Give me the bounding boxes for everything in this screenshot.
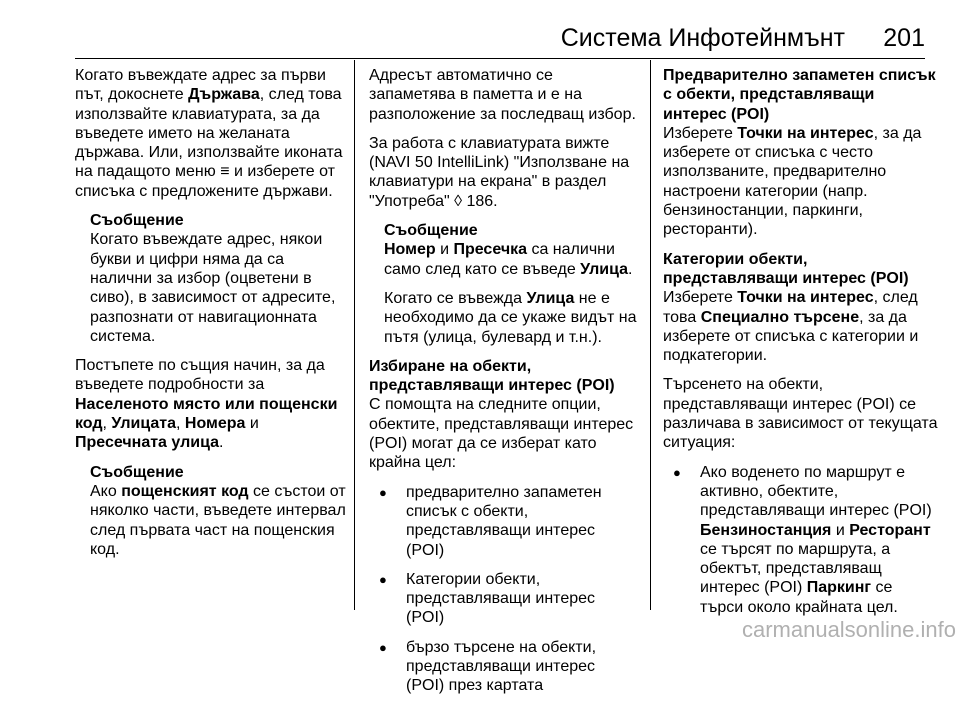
column-divider-1 — [354, 60, 355, 610]
list-item: ● Категории обекти, представляващи интерес (POI) — [379, 570, 637, 628]
page-title: Система Инфотейнмънт — [560, 24, 845, 52]
term-country: Държава — [188, 86, 260, 104]
note-box — [384, 221, 637, 347]
paragraph-search: Търсенето на обекти, представляващи интерес (POI) се различава в зависимост от текущата ситуация: — [663, 376, 938, 452]
paragraph-intro: С помощта на следните опции, обектите, представляващи интерес (POI) могат да се изберат като крайна цел: — [369, 396, 634, 472]
section-heading: Категории обекти, представляващи интерес (POI) — [663, 250, 909, 287]
section-heading: Предварително запаметен списък с обекти, представляващи интерес (POI) — [663, 67, 936, 123]
paragraph-country: Когато въвеждате адрес за първи път, докоснете Държава, след това използвайте клавиатурата, за да въведете името на желаната държава. Или, използвайте иконата на падащото меню ≡ и изберете от списъка с предложените държави. — [75, 67, 343, 200]
header-divider — [75, 58, 925, 59]
page-number: 201 — [883, 24, 925, 52]
page-reference-icon: ◊ — [454, 192, 463, 210]
list-item: ● Ако воденето по маршрут е активно, обектите, представляващи интерес (POI) Бензиностанция и Ресторант се търсят по маршрута, а обектът, представляващ интерес (POI) Паркинг се търси около крайната цел. — [673, 463, 938, 617]
note-box — [90, 211, 347, 346]
page-header — [0, 0, 960, 58]
note-text: Ако пощенският код се състои от няколко части, въведете интервал след първата част на пощенския код. — [90, 482, 346, 558]
watermark: carmanualsonline.info — [741, 617, 956, 642]
note-text: Номер и Пресечка са налични само след като се въведе Улица. — [384, 241, 633, 278]
note-title: Съобщение — [90, 212, 184, 230]
paragraph-poi-categories: Изберете Точки на интерес, след това Специално търсене, за да изберете от списъка с категории и подкатегории. — [663, 289, 919, 365]
section-heading: Избиране на обекти, представляващи интерес (POI) — [369, 357, 615, 395]
note-text: Когато се въвежда Улица не е необходимо да се укаже видът на пътя (улица, булевард и т.н.). — [384, 289, 637, 346]
paragraph-poi-list: Изберете Точки на интерес, за да изберете от списъка с често използваните, предварително настроени категории (напр. бензиностанции, паркинги, ресторанти). — [663, 124, 922, 239]
list-item: ● бързо търсене на обекти, представляващи интерес (POI) през картата — [379, 638, 637, 696]
paragraph-keyboard: За работа с клавиатурата вижте (NAVI 50 IntelliLink) "Използване на клавиатури на екрана" в раздел "Употреба" ◊ 186. — [369, 134, 630, 210]
paragraph-autosave: Адресът автоматично се запаметява в паметта и е на разположение за последващ избор. — [369, 67, 636, 123]
dropdown-menu-icon: ≡ — [220, 163, 230, 181]
note-text: Когато въвеждате адрес, някои букви и цифри няма да са налични за избор (оцветени в сиво), в зависимост от адресите, разпознати от навигационната система. — [90, 231, 336, 345]
column-divider-2 — [650, 60, 651, 610]
paragraph-details: Постъпете по същия начин, за да въведете подробности за Населеното място или пощенски код, Улицата, Номера и Пресечната улица. — [75, 357, 338, 452]
bullet-list — [663, 463, 938, 617]
note-box — [90, 463, 347, 559]
note-title: Съобщение — [384, 222, 478, 240]
bullet-list — [369, 483, 637, 696]
column-3 — [663, 66, 938, 627]
column-1 — [75, 66, 347, 569]
note-title: Съобщение — [90, 463, 184, 481]
column-2 — [369, 66, 637, 706]
list-item: ● предварително запаметен списък с обекти, представляващи интерес (POI) — [379, 483, 637, 560]
